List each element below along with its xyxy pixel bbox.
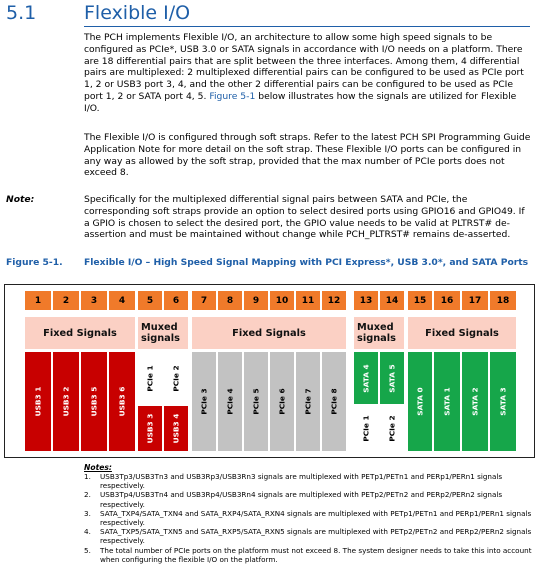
figure-label: Figure 5-1. bbox=[6, 257, 63, 268]
figure-caption: Flexible I/O – High Speed Signal Mapping with PCI Express*, USB 3.0*, and SATA Ports bbox=[84, 257, 529, 268]
pin-7: 7 bbox=[192, 291, 216, 310]
lane-usb3-2 bbox=[53, 352, 79, 451]
lane-pcie-8-label: PCIe 8 bbox=[329, 388, 339, 415]
notes-heading: Notes: bbox=[84, 463, 112, 472]
pin-14: 14 bbox=[380, 291, 404, 310]
pin-15: 15 bbox=[408, 291, 432, 310]
lane-pcie-2-muxed-usb bbox=[164, 352, 188, 404]
lane-pcie-7 bbox=[296, 352, 320, 451]
lane-sata-1 bbox=[434, 352, 460, 451]
note-item-5-number: 5. bbox=[84, 545, 91, 555]
pin-3: 3 bbox=[81, 291, 107, 310]
lane-pcie-1-muxed-sata-label: PCIe 1 bbox=[361, 415, 371, 442]
lane-usb3-5 bbox=[81, 352, 107, 451]
pin-2: 2 bbox=[53, 291, 79, 310]
pin-11: 11 bbox=[296, 291, 320, 310]
lane-sata-3 bbox=[490, 352, 516, 451]
title-rule bbox=[84, 26, 530, 27]
lane-usb3-3 bbox=[138, 406, 162, 451]
pin-4: 4 bbox=[109, 291, 135, 310]
group-muxed-signals-2: Muxed signals bbox=[354, 317, 404, 349]
pin-8: 8 bbox=[218, 291, 242, 310]
lane-usb3-3-label: USB3 3 bbox=[145, 413, 155, 444]
lane-sata-0 bbox=[408, 352, 432, 451]
lane-sata-5 bbox=[380, 352, 404, 404]
lane-pcie-1-muxed-sata bbox=[354, 406, 378, 451]
note-label: Note: bbox=[6, 194, 35, 205]
lane-usb3-1 bbox=[25, 352, 51, 451]
lane-sata-5-label: SATA 5 bbox=[387, 363, 397, 393]
lane-sata-2-label: SATA 2 bbox=[470, 387, 480, 416]
note-item-1-text: USB3Tp3/USB3Tn3 and USB3Rp3/USB3Rn3 signals are multiplexed with PETp1/PETn1 and PERp1/PERn1 signals respectively. bbox=[100, 472, 503, 491]
lane-pcie-6 bbox=[270, 352, 294, 451]
paragraph-soft-straps: The Flexible I/O is configured through soft straps. Refer to the latest PCH SPI Programming Guide Application Note for more detail on the soft strap. These Flexible I/O ports can be configured in any way as allowed by the soft strap, provided that the max number of PCIe ports does not exceed 8. bbox=[84, 132, 531, 179]
lane-pcie-3-label: PCIe 3 bbox=[199, 388, 209, 415]
pin-5: 5 bbox=[138, 291, 162, 310]
pin-13: 13 bbox=[354, 291, 378, 310]
lane-pcie-1-muxed-usb bbox=[138, 352, 162, 404]
lane-pcie-2-muxed-usb-label: PCIe 2 bbox=[171, 364, 181, 392]
note-item-1-number: 1. bbox=[84, 472, 91, 481]
lane-pcie-5-label: PCIe 5 bbox=[251, 388, 261, 415]
pin-17: 17 bbox=[462, 291, 488, 310]
paragraph-intro-text-a: The PCH implements Flexible I/O, an architecture to allow some high speed signals to be configured as PCIe*, USB 3.0 or SATA signals in accordance with I/O needs on a platform. There are 18 differential pairs that are split between the three interfaces. Among them, 4 differential pairs are multiplexed: 2 multiplexed differential pairs can be configured to be used as PCIe port 1, 2 or USB3 port 3, 4, and the other 2 differential pairs can be configured to be used as PCIe port 1, 2 or SATA port 4, 5. bbox=[84, 32, 524, 102]
note-item-1 bbox=[84, 472, 534, 490]
pin-9: 9 bbox=[244, 291, 268, 310]
section-number: 5.1 bbox=[6, 2, 37, 24]
note-text: Specifically for the multiplexed differential signal pairs between SATA and PCIe, the corresponding soft straps provide an option to select desired ports using GPIO16 and GPIO49. If a GPIO is chosen to select the desired port, the GPIO value needs to be valid at PLTRST# de-assertion and must be maintained without change while PCH_PLTRST# remains de-asserted. bbox=[84, 194, 525, 241]
lane-usb3-4-label: USB3 4 bbox=[171, 413, 181, 444]
pin-10: 10 bbox=[270, 291, 294, 310]
group-fixed-signals-1: Fixed Signals bbox=[25, 317, 135, 349]
lane-pcie-4 bbox=[218, 352, 242, 451]
note-item-4-number: 4. bbox=[84, 527, 91, 537]
note-item-2-text: USB3Tp4/USB3Tn4 and USB3Rp4/USB3Rn4 signals are multiplexed with PETp2/PETn2 and PERp2/PERn2 signals respectively. bbox=[100, 490, 503, 509]
note-item-3 bbox=[84, 509, 534, 527]
lane-pcie-5 bbox=[244, 352, 268, 451]
lane-sata-2 bbox=[462, 352, 488, 451]
lane-sata-3-label: SATA 3 bbox=[498, 387, 508, 416]
paragraph-intro-text-b: below illustrates how the signals are utilized for Flexible I/O. bbox=[84, 90, 517, 114]
lane-pcie-2-muxed-sata-label: PCIe 2 bbox=[387, 415, 397, 442]
pin-18: 18 bbox=[490, 291, 516, 310]
lane-sata-1-label: SATA 1 bbox=[442, 387, 452, 416]
pin-1: 1 bbox=[25, 291, 51, 310]
lane-pcie-6-label: PCIe 6 bbox=[277, 388, 287, 415]
note-item-5 bbox=[84, 546, 534, 564]
note-item-4-text: SATA_TXP5/SATA_TXN5 and SATA_RXP5/SATA_RXN5 signals are multiplexed with PETp2/PETn2 and PERp2/PERn2 signals respectively. bbox=[100, 527, 532, 546]
lane-usb3-1-label: USB3 1 bbox=[33, 386, 43, 417]
pin-16: 16 bbox=[434, 291, 460, 310]
lane-usb3-6 bbox=[109, 352, 135, 451]
note-item-3-text: SATA_TXP4/SATA_TXN4 and SATA_RXP4/SATA_RXN4 signals are multiplexed with PETp1/PETn1 and PERp1/PERn1 signals respectively. bbox=[100, 508, 532, 528]
paragraph-intro bbox=[84, 32, 532, 115]
lane-usb3-2-label: USB3 2 bbox=[61, 386, 71, 417]
group-muxed-signals-1: Muxed signals bbox=[138, 317, 188, 349]
lane-sata-4 bbox=[354, 352, 378, 404]
note-item-5-text: The total number of PCIe ports on the platform must not exceed 8. The system designer needs to take this into account when configuring the flexible I/O on the platform. bbox=[100, 545, 532, 564]
lane-pcie-7-label: PCIe 7 bbox=[303, 388, 313, 415]
lane-sata-0-label: SATA 0 bbox=[415, 387, 425, 416]
lane-usb3-6-label: USB3 6 bbox=[117, 386, 127, 417]
lane-usb3-5-label: USB3 5 bbox=[89, 386, 99, 417]
lane-pcie-8 bbox=[322, 352, 346, 451]
note-item-2-number: 2. bbox=[84, 490, 91, 500]
pin-6: 6 bbox=[164, 291, 188, 310]
note-item-4 bbox=[84, 527, 534, 545]
lane-pcie-2-muxed-sata bbox=[380, 406, 404, 451]
lane-sata-4-label: SATA 4 bbox=[361, 363, 371, 393]
note-item-2 bbox=[84, 490, 534, 508]
lane-pcie-4-label: PCIe 4 bbox=[225, 388, 235, 415]
lane-pcie-3 bbox=[192, 352, 216, 451]
section-title: Flexible I/O bbox=[84, 2, 191, 24]
lane-usb3-4 bbox=[164, 406, 188, 451]
group-fixed-signals-2: Fixed Signals bbox=[192, 317, 346, 349]
note-item-3-number: 3. bbox=[84, 508, 91, 518]
lane-pcie-1-muxed-usb-label: PCIe 1 bbox=[145, 364, 155, 392]
flexible-io-diagram bbox=[4, 284, 535, 458]
group-fixed-signals-3: Fixed Signals bbox=[408, 317, 516, 349]
pin-12: 12 bbox=[322, 291, 346, 310]
notes-list bbox=[84, 472, 534, 564]
figure-link[interactable]: Figure 5-1 bbox=[209, 90, 256, 102]
